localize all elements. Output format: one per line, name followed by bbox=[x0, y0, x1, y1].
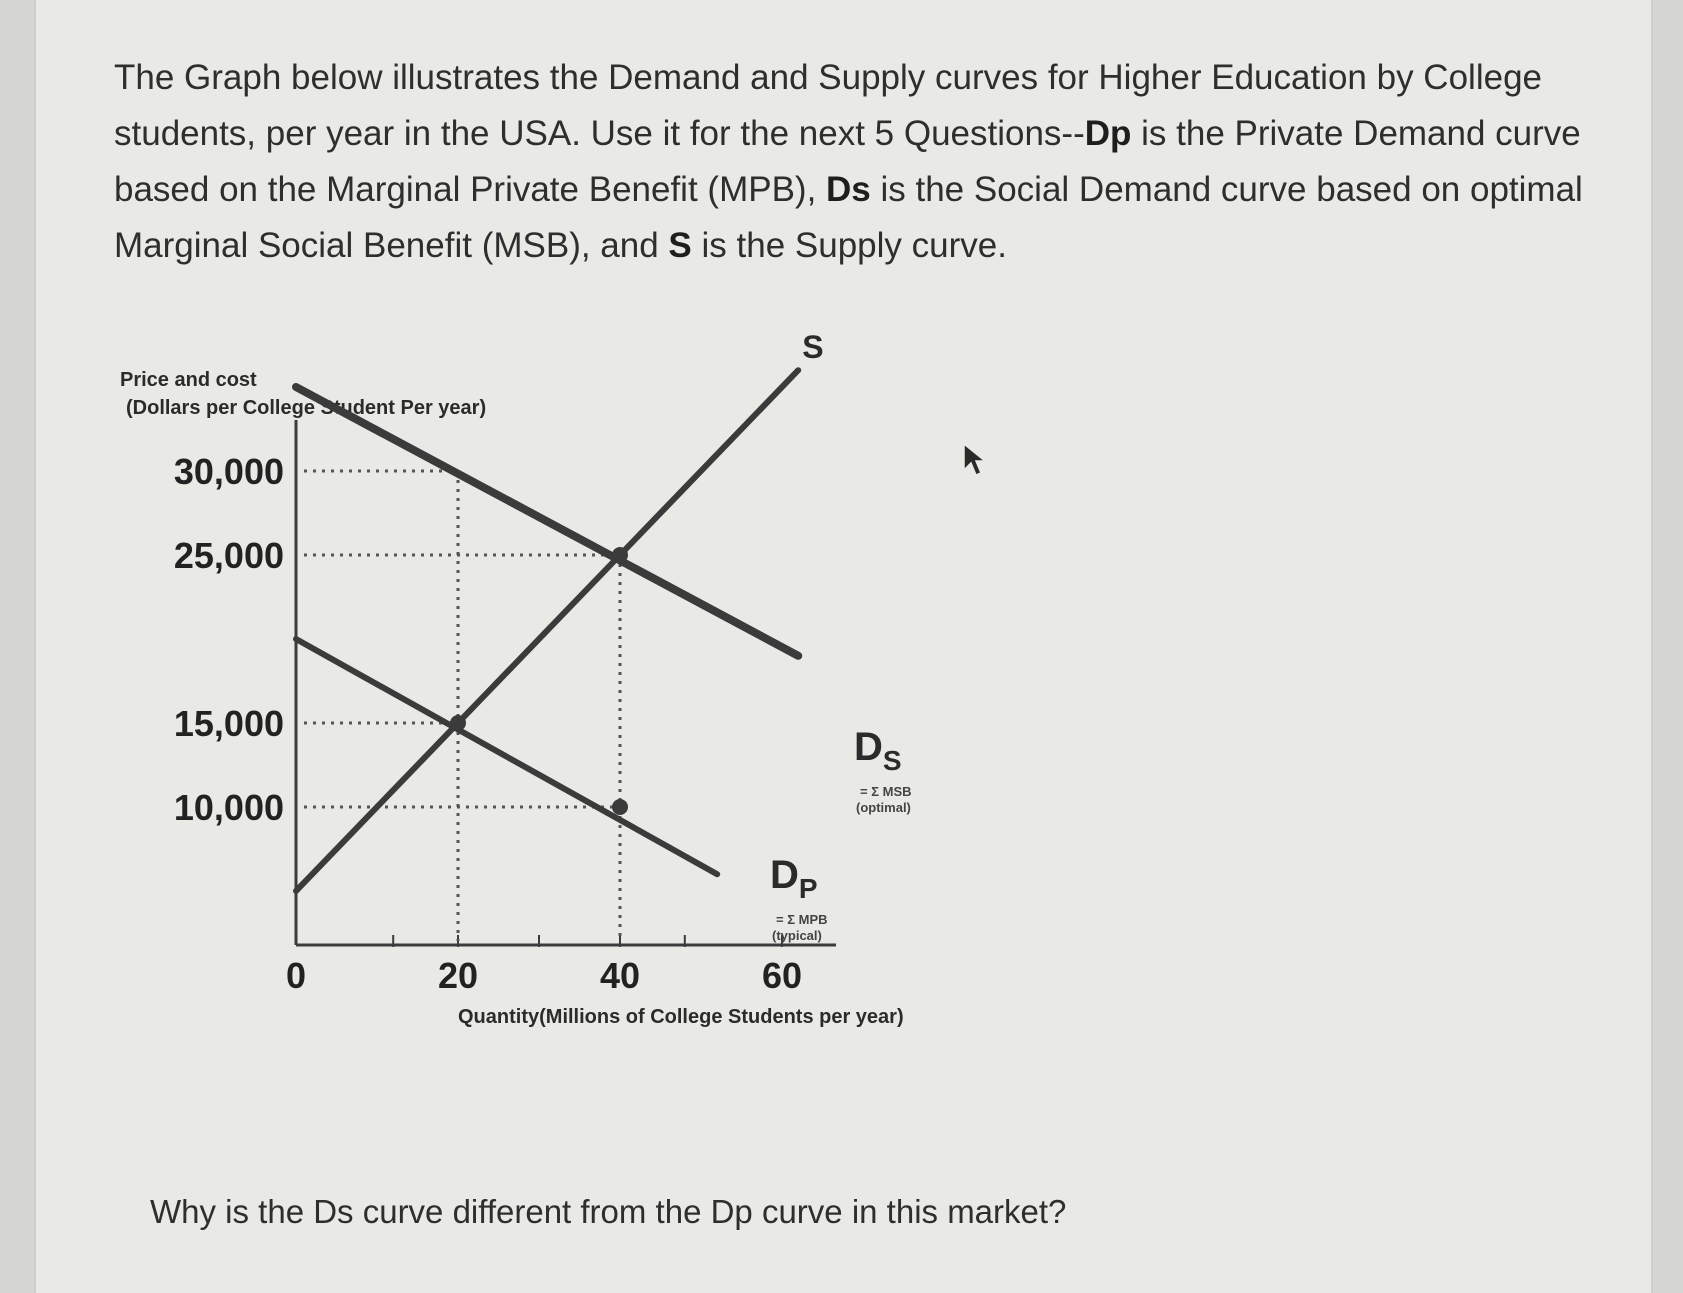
y-tick-label: 25,000 bbox=[173, 535, 284, 576]
intro-text-2: is the Private Demand curve based on the Marginal Private Benefit (MPB), bbox=[114, 114, 1581, 209]
intro-s: S bbox=[668, 226, 692, 265]
intro-text-1: The Graph below illustrates the Demand and Supply curves for Higher Education by College students, per year in the USA. Use it for the next 5 Questions-- bbox=[114, 58, 1542, 153]
x-tick-label: 60 bbox=[761, 955, 803, 996]
intro-text-3: is the Social Demand curve based on optimal Marginal Social Benefit (MSB), and bbox=[114, 170, 1583, 265]
x-axis-title-main: Quantity bbox=[458, 1006, 540, 1028]
dp-label-main: D bbox=[770, 853, 799, 897]
social-demand-curve bbox=[296, 387, 798, 656]
x-axis-title bbox=[458, 1006, 904, 1028]
ds-label-main: D bbox=[854, 725, 883, 769]
intersection-point bbox=[612, 799, 628, 815]
ds-note-2: (optimal) bbox=[856, 800, 911, 815]
y-axis-title: Price and cost bbox=[120, 369, 257, 391]
dp-label-sub: P bbox=[798, 873, 818, 904]
intro-ds: Ds bbox=[826, 170, 871, 209]
supply-demand-chart bbox=[36, 0, 996, 1080]
supply-label: S bbox=[802, 329, 824, 366]
x-tick-label: 0 bbox=[285, 955, 307, 996]
document-page bbox=[34, 0, 1653, 1293]
dp-label bbox=[770, 853, 818, 904]
y-tick-label: 15,000 bbox=[173, 703, 284, 744]
x-tick-label: 40 bbox=[599, 955, 641, 996]
x-axis-title-sub: (Millions of College Students per year) bbox=[539, 1006, 904, 1028]
y-tick-label: 30,000 bbox=[173, 451, 284, 492]
ds-note-1: = Σ MSB bbox=[860, 784, 912, 799]
question-text: Why is the Ds curve different from the Dp curve in this market? bbox=[150, 1193, 1067, 1230]
dp-note-1: = Σ MPB bbox=[776, 912, 828, 927]
ds-label bbox=[854, 725, 902, 776]
intro-text-4: is the Supply curve. bbox=[691, 226, 1007, 265]
dp-note-2: (typical) bbox=[772, 928, 822, 943]
intersection-point bbox=[612, 547, 628, 563]
ds-label-sub: S bbox=[882, 745, 902, 776]
mouse-cursor-icon bbox=[962, 442, 988, 478]
intersection-point bbox=[450, 715, 466, 731]
x-tick-label: 20 bbox=[437, 955, 479, 996]
supply-curve bbox=[296, 370, 798, 891]
y-tick-label: 10,000 bbox=[173, 787, 284, 828]
y-axis-subtitle: (Dollars per College Student Per year) bbox=[126, 397, 487, 419]
intro-dp: Dp bbox=[1084, 114, 1132, 153]
